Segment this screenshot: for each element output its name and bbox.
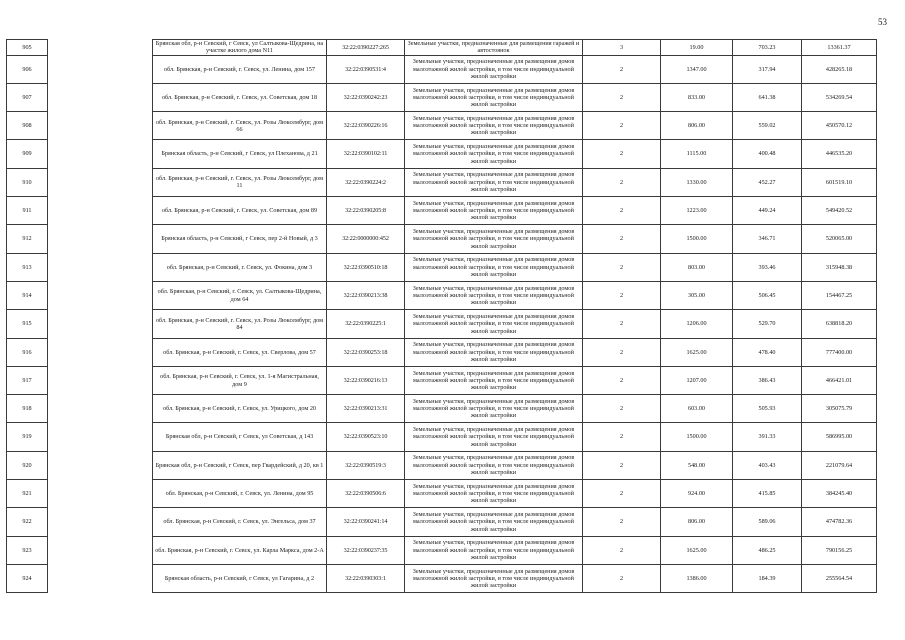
cadastral-number-cell: 32:22:0390531:4 [327, 55, 405, 83]
cadastral-value-cell: 549420.52 [802, 197, 877, 225]
table-row [7, 395, 877, 423]
table-row [7, 225, 877, 253]
specific-value-cell: 505.93 [733, 395, 802, 423]
specific-value-cell: 559.02 [733, 112, 802, 140]
empty-column [48, 197, 153, 225]
land-category-cell: Земельные участки, предназначенные для размещения домов малоэтажной жилой застройки, в том числе индивидуальной жилой застройки [405, 536, 583, 564]
area-cell: 833.00 [661, 83, 733, 111]
empty-column [48, 83, 153, 111]
area-cell: 1625.00 [661, 536, 733, 564]
cadastral-value-cell: 586995.00 [802, 423, 877, 451]
row-number: 918 [7, 395, 48, 423]
table-row [7, 451, 877, 479]
group-code-cell: 2 [583, 338, 661, 366]
land-registry-table [6, 39, 877, 593]
row-number: 921 [7, 480, 48, 508]
row-number: 917 [7, 366, 48, 394]
specific-value-cell: 386.43 [733, 366, 802, 394]
cadastral-number-cell: 32:22:0390102:11 [327, 140, 405, 168]
group-code-cell: 2 [583, 83, 661, 111]
land-category-cell: Земельные участки, предназначенные для размещения домов малоэтажной жилой застройки, в том числе индивидуальной жилой застройки [405, 395, 583, 423]
row-number: 920 [7, 451, 48, 479]
land-category-cell: Земельные участки, предназначенные для размещения гаражей и автостоянок [405, 40, 583, 56]
cadastral-number-cell: 32:22:0390303:1 [327, 564, 405, 592]
group-code-cell: 2 [583, 112, 661, 140]
empty-column [48, 395, 153, 423]
empty-column [48, 564, 153, 592]
empty-column [48, 508, 153, 536]
land-category-cell: Земельные участки, предназначенные для размещения домов малоэтажной жилой застройки, в том числе индивидуальной жилой застройки [405, 508, 583, 536]
cadastral-number-cell: 32:22:0390241:14 [327, 508, 405, 536]
land-category-cell: Земельные участки, предназначенные для размещения домов малоэтажной жилой застройки, в том числе индивидуальной жилой застройки [405, 168, 583, 196]
empty-column [48, 451, 153, 479]
row-number: 922 [7, 508, 48, 536]
row-number: 912 [7, 225, 48, 253]
address-cell: обл. Брянская, р-н Севский, г. Севск, ул. Розы Люксембург, дом 66 [153, 112, 327, 140]
group-code-cell: 2 [583, 168, 661, 196]
cadastral-value-cell: 13361.37 [802, 40, 877, 56]
empty-column [48, 366, 153, 394]
row-number: 915 [7, 310, 48, 338]
empty-column [48, 338, 153, 366]
area-cell: 1500.00 [661, 423, 733, 451]
group-code-cell: 2 [583, 197, 661, 225]
area-cell: 1386.00 [661, 564, 733, 592]
cadastral-value-cell: 255564.54 [802, 564, 877, 592]
group-code-cell: 2 [583, 281, 661, 309]
cadastral-value-cell: 221079.64 [802, 451, 877, 479]
specific-value-cell: 589.06 [733, 508, 802, 536]
cadastral-value-cell: 305075.79 [802, 395, 877, 423]
cadastral-number-cell: 32:22:0390506:6 [327, 480, 405, 508]
table-row [7, 197, 877, 225]
cadastral-number-cell: 32:22:0390519:3 [327, 451, 405, 479]
row-number: 906 [7, 55, 48, 83]
address-cell: Брянская обл, р-н Севский, г Севск, ул Советская, д 143 [153, 423, 327, 451]
land-category-cell: Земельные участки, предназначенные для размещения домов малоэтажной жилой застройки, в том числе индивидуальной жилой застройки [405, 83, 583, 111]
cadastral-number-cell: 32:22:0390510:18 [327, 253, 405, 281]
land-category-cell: Земельные участки, предназначенные для размещения домов малоэтажной жилой застройки, в том числе индивидуальной жилой застройки [405, 480, 583, 508]
row-number: 914 [7, 281, 48, 309]
area-cell: 1330.00 [661, 168, 733, 196]
address-cell: обл. Брянская, р-н Севский, г. Севск, ул. Ленина, дом 95 [153, 480, 327, 508]
specific-value-cell: 478.40 [733, 338, 802, 366]
area-cell: 1115.00 [661, 140, 733, 168]
address-cell: обл. Брянская, р-н Севский, г. Севск, ул. Розы Люксембург, дом 11 [153, 168, 327, 196]
table-row [7, 281, 877, 309]
group-code-cell: 2 [583, 480, 661, 508]
group-code-cell: 2 [583, 564, 661, 592]
cadastral-value-cell: 450570.12 [802, 112, 877, 140]
land-category-cell: Земельные участки, предназначенные для размещения домов малоэтажной жилой застройки, в том числе индивидуальной жилой застройки [405, 55, 583, 83]
empty-column [48, 140, 153, 168]
area-cell: 806.00 [661, 112, 733, 140]
address-cell: обл. Брянская, р-н Севский, г. Севск, ул. Энгельса, дом 37 [153, 508, 327, 536]
cadastral-number-cell: 32:22:0390216:13 [327, 366, 405, 394]
table-row [7, 168, 877, 196]
cadastral-number-cell: 32:22:0390226:16 [327, 112, 405, 140]
cadastral-value-cell: 446535.20 [802, 140, 877, 168]
cadastral-value-cell: 520065.00 [802, 225, 877, 253]
empty-column [48, 168, 153, 196]
group-code-cell: 2 [583, 310, 661, 338]
group-code-cell: 2 [583, 253, 661, 281]
cadastral-number-cell: 32:22:0390225:1 [327, 310, 405, 338]
area-cell: 1347.00 [661, 55, 733, 83]
specific-value-cell: 403.43 [733, 451, 802, 479]
address-cell: обл. Брянская, р-н Севский, г. Севск, ул. Розы Люксембург, дом 84 [153, 310, 327, 338]
address-cell: обл. Брянская, р-н Севский, г. Севск, ул. Сверлова, дом 57 [153, 338, 327, 366]
cadastral-value-cell: 154467.25 [802, 281, 877, 309]
table-body [7, 40, 877, 593]
cadastral-value-cell: 315948.38 [802, 253, 877, 281]
land-category-cell: Земельные участки, предназначенные для размещения домов малоэтажной жилой застройки, в том числе индивидуальной жилой застройки [405, 423, 583, 451]
address-cell: Брянская обл, р-н Севский, г Севск, ул Салтыкова-Щедрина, на участке жилого дома N11 [153, 40, 327, 56]
row-number: 909 [7, 140, 48, 168]
cadastral-value-cell: 466421.01 [802, 366, 877, 394]
group-code-cell: 2 [583, 451, 661, 479]
table-row [7, 366, 877, 394]
empty-column [48, 310, 153, 338]
specific-value-cell: 393.46 [733, 253, 802, 281]
specific-value-cell: 506.45 [733, 281, 802, 309]
row-number: 924 [7, 564, 48, 592]
table-row [7, 140, 877, 168]
area-cell: 305.00 [661, 281, 733, 309]
address-cell: обл. Брянская, р-н Севский, г. Севск, ул. Фокина, дом 3 [153, 253, 327, 281]
specific-value-cell: 529.70 [733, 310, 802, 338]
specific-value-cell: 400.48 [733, 140, 802, 168]
cadastral-number-cell: 32:22:0390253:18 [327, 338, 405, 366]
land-category-cell: Земельные участки, предназначенные для размещения домов малоэтажной жилой застройки, в том числе индивидуальной жилой застройки [405, 112, 583, 140]
specific-value-cell: 486.25 [733, 536, 802, 564]
table-row [7, 253, 877, 281]
empty-column [48, 480, 153, 508]
table-row [7, 310, 877, 338]
row-number: 905 [7, 40, 48, 56]
land-category-cell: Земельные участки, предназначенные для размещения домов малоэтажной жилой застройки, в том числе индивидуальной жилой застройки [405, 225, 583, 253]
table-row [7, 508, 877, 536]
row-number: 913 [7, 253, 48, 281]
specific-value-cell: 452.27 [733, 168, 802, 196]
address-cell: Брянская область, р-н Севский, г Севск, ул Гагарина, д 2 [153, 564, 327, 592]
empty-column [48, 225, 153, 253]
cadastral-value-cell: 638818.20 [802, 310, 877, 338]
area-cell: 1206.00 [661, 310, 733, 338]
land-category-cell: Земельные участки, предназначенные для размещения домов малоэтажной жилой застройки, в том числе индивидуальной жилой застройки [405, 338, 583, 366]
table-row [7, 83, 877, 111]
land-category-cell: Земельные участки, предназначенные для размещения домов малоэтажной жилой застройки, в том числе индивидуальной жилой застройки [405, 310, 583, 338]
address-cell: обл. Брянская, р-н Севский, г. Севск, ул. Салтыкова-Щедрина, дом 64 [153, 281, 327, 309]
group-code-cell: 2 [583, 395, 661, 423]
cadastral-number-cell: 32:22:0390205:8 [327, 197, 405, 225]
row-number: 923 [7, 536, 48, 564]
area-cell: 603.00 [661, 395, 733, 423]
land-category-cell: Земельные участки, предназначенные для размещения домов малоэтажной жилой застройки, в том числе индивидуальной жилой застройки [405, 197, 583, 225]
group-code-cell: 2 [583, 225, 661, 253]
table-row [7, 55, 877, 83]
area-cell: 806.00 [661, 508, 733, 536]
row-number: 910 [7, 168, 48, 196]
cadastral-number-cell: 32:22:0390213:31 [327, 395, 405, 423]
address-cell: обл. Брянская, р-н Севский, г. Севск, ул. Советская, дом 18 [153, 83, 327, 111]
area-cell: 19.00 [661, 40, 733, 56]
empty-column [48, 423, 153, 451]
cadastral-number-cell: 32:22:0390227:265 [327, 40, 405, 56]
area-cell: 803.00 [661, 253, 733, 281]
cadastral-value-cell: 384245.40 [802, 480, 877, 508]
empty-column [48, 55, 153, 83]
table-row [7, 338, 877, 366]
area-cell: 548.00 [661, 451, 733, 479]
area-cell: 1207.00 [661, 366, 733, 394]
address-cell: обл. Брянская, р-н Севский, г. Севск, ул. 1-я Магистральная, дом 9 [153, 366, 327, 394]
row-number: 916 [7, 338, 48, 366]
row-number: 919 [7, 423, 48, 451]
row-number: 907 [7, 83, 48, 111]
empty-column [48, 281, 153, 309]
land-category-cell: Земельные участки, предназначенные для размещения домов малоэтажной жилой застройки, в том числе индивидуальной жилой застройки [405, 281, 583, 309]
cadastral-number-cell: 32:22:0390237:35 [327, 536, 405, 564]
address-cell: обл. Брянская, р-н Севский, г. Севск, ул. Советская, дом 89 [153, 197, 327, 225]
cadastral-value-cell: 428265.18 [802, 55, 877, 83]
cadastral-value-cell: 601519.10 [802, 168, 877, 196]
group-code-cell: 2 [583, 423, 661, 451]
page-number: 53 [878, 17, 887, 27]
empty-column [48, 112, 153, 140]
table-row [7, 40, 877, 56]
cadastral-number-cell: 32:22:0000000:452 [327, 225, 405, 253]
empty-column [48, 40, 153, 56]
address-cell: обл. Брянская, р-н Севский, г. Севск, ул. Карла Маркса, дом 2-А [153, 536, 327, 564]
table-row [7, 536, 877, 564]
group-code-cell: 2 [583, 55, 661, 83]
cadastral-number-cell: 32:22:0390523:10 [327, 423, 405, 451]
group-code-cell: 2 [583, 366, 661, 394]
group-code-cell: 2 [583, 140, 661, 168]
land-category-cell: Земельные участки, предназначенные для размещения домов малоэтажной жилой застройки, в том числе индивидуальной жилой застройки [405, 253, 583, 281]
land-category-cell: Земельные участки, предназначенные для размещения домов малоэтажной жилой застройки, в том числе индивидуальной жилой застройки [405, 451, 583, 479]
land-category-cell: Земельные участки, предназначенные для размещения домов малоэтажной жилой застройки, в том числе индивидуальной жилой застройки [405, 140, 583, 168]
table-row [7, 423, 877, 451]
specific-value-cell: 346.71 [733, 225, 802, 253]
cadastral-value-cell: 474782.36 [802, 508, 877, 536]
specific-value-cell: 391.33 [733, 423, 802, 451]
table-row [7, 564, 877, 592]
specific-value-cell: 415.85 [733, 480, 802, 508]
area-cell: 924.00 [661, 480, 733, 508]
table-row [7, 112, 877, 140]
land-category-cell: Земельные участки, предназначенные для размещения домов малоэтажной жилой застройки, в том числе индивидуальной жилой застройки [405, 564, 583, 592]
cadastral-value-cell: 777400.00 [802, 338, 877, 366]
specific-value-cell: 317.94 [733, 55, 802, 83]
specific-value-cell: 703.23 [733, 40, 802, 56]
address-cell: Брянская область, р-н Севский, г Севск, пер 2-й Новый, д 3 [153, 225, 327, 253]
group-code-cell: 2 [583, 508, 661, 536]
cadastral-number-cell: 32:22:0390224:2 [327, 168, 405, 196]
address-cell: Брянская область, р-н Севский, г Севск, ул Плеханова, д 21 [153, 140, 327, 168]
empty-column [48, 253, 153, 281]
specific-value-cell: 641.38 [733, 83, 802, 111]
cadastral-number-cell: 32:22:0390213:38 [327, 281, 405, 309]
group-code-cell: 3 [583, 40, 661, 56]
specific-value-cell: 449.24 [733, 197, 802, 225]
cadastral-value-cell: 790156.25 [802, 536, 877, 564]
table-row [7, 480, 877, 508]
cadastral-number-cell: 32:22:0390242:23 [327, 83, 405, 111]
empty-column [48, 536, 153, 564]
area-cell: 1500.00 [661, 225, 733, 253]
area-cell: 1625.00 [661, 338, 733, 366]
area-cell: 1223.00 [661, 197, 733, 225]
specific-value-cell: 184.39 [733, 564, 802, 592]
cadastral-value-cell: 534269.54 [802, 83, 877, 111]
row-number: 911 [7, 197, 48, 225]
address-cell: обл. Брянская, р-н Севский, г. Севск, ул. Ленина, дом 157 [153, 55, 327, 83]
land-category-cell: Земельные участки, предназначенные для размещения домов малоэтажной жилой застройки, в том числе индивидуальной жилой застройки [405, 366, 583, 394]
address-cell: обл. Брянская, р-н Севский, г. Севск, ул. Урицкого, дом 20 [153, 395, 327, 423]
row-number: 908 [7, 112, 48, 140]
address-cell: Брянская обл, р-н Севский, г Севск, пер Гвардейский, д 20, кв 1 [153, 451, 327, 479]
group-code-cell: 2 [583, 536, 661, 564]
